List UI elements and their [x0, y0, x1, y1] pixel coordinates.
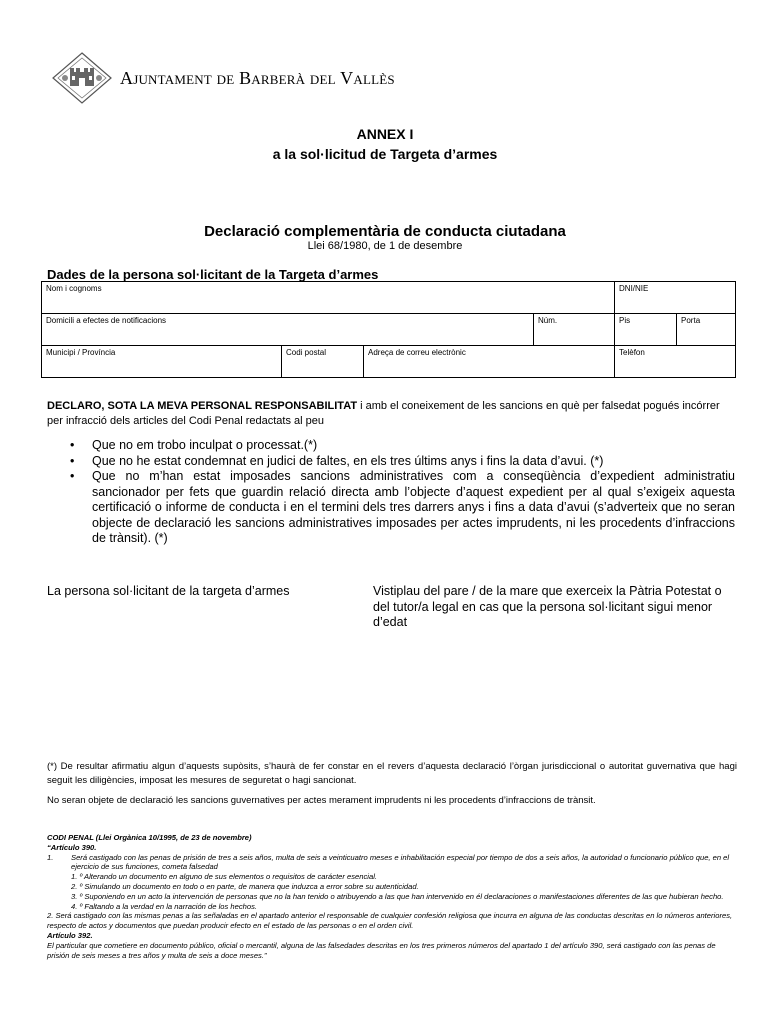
declaration-bullet-list: [70, 438, 735, 547]
floor-field[interactable]: [615, 314, 677, 346]
paragraph-number: 1.: [47, 852, 54, 862]
article-390-item: 1. º Alterando un documento en alguno de sus elementos o requisitos de carácter esencial.: [71, 872, 378, 882]
email-field[interactable]: [364, 346, 615, 378]
field-label: Porta: [681, 316, 701, 325]
guardian-approval-label: Vistiplau del pare / de la mare que exerceix la Pàtria Potestat o del tutor/a legal en cas que la persona sol·licitant sigui menor d’edat: [373, 584, 722, 629]
bullet-icon: •: [70, 453, 75, 468]
address-field[interactable]: [42, 314, 534, 346]
article-392-heading: Artículo 392.: [47, 930, 93, 940]
field-label: Nom i cognoms: [46, 284, 102, 293]
list-item: [70, 469, 735, 547]
applicant-section-title: Dades de la persona sol·licitant de la Targeta d’armes: [47, 267, 379, 282]
annex-subtitle: a la sol·licitud de Targeta d’armes: [272, 146, 498, 162]
article-390-paragraph-2: 2. Será castigado con las mismas penas a las señaladas en el apartado anterior el responsable de cualquier confesión religiosa que incurra en alguna de las conductas descritas en lo números anteriores, respecto de actos y documentos que puedan producir efecto en el estado de las personas o en el orden civil.: [47, 911, 733, 931]
field-label: Codi postal: [286, 348, 327, 357]
applicant-data-form: [41, 281, 736, 378]
form-row: [42, 282, 736, 314]
penal-code-excerpt: [47, 833, 737, 960]
street-number-field[interactable]: [534, 314, 615, 346]
footnote-exclusions: No seran objete de declaració les sancions guvernatives per actes merament imprudents ni les procedents d’infraccions de trànsit.: [47, 795, 596, 806]
list-item: [70, 438, 735, 454]
bullet-icon: •: [70, 469, 75, 483]
postal-code-field[interactable]: [282, 346, 364, 378]
declaration-statement-bold: DECLARO, SOTA LA MEVA PERSONAL RESPONSABILITAT: [47, 400, 358, 412]
municipality-name: [120, 68, 395, 89]
applicant-signature-label: La persona sol·licitant de la targeta d’armes: [47, 584, 290, 598]
article-390-paragraph-1: [47, 853, 737, 873]
field-label: Municipi / Província: [46, 348, 116, 357]
penal-code-heading: CODI PENAL (Llei Orgànica 10/1995, de 23 de novembre): [47, 833, 252, 842]
municipal-coat-of-arms-logo: [52, 52, 112, 104]
field-label: DNI/NIE: [619, 284, 649, 293]
id-number-field[interactable]: [615, 282, 736, 314]
bullet-icon: •: [70, 438, 75, 452]
field-label: Domicili a efectes de notificacions: [46, 316, 167, 325]
door-field[interactable]: [677, 314, 736, 346]
list-item-text: Que no he estat condemnat en judici de faltes, en els tres últims anys i fins la data d’avui. (*): [92, 453, 604, 468]
declaration-title: Declaració complementària de conducta ciutadana: [204, 223, 566, 240]
field-label: Pis: [619, 316, 631, 325]
municipality-name-text: Ajuntament de Barberà del Vallès: [120, 68, 395, 88]
municipality-province-field[interactable]: [42, 346, 282, 378]
declaration-statement: [47, 399, 737, 429]
annex-title: ANNEX I: [356, 126, 414, 142]
declaration-statement-text: i amb el coneixement de les sancions en què per falsedat pogués incórrer per infracció dels articles del Codi Penal redactats al peu: [47, 400, 720, 427]
article-392-text: El particular que cometiere en documento público, oficial o mercantil, alguna de las falsedades descritas en los tres primeros números del apartado 1 del artículo 390, será castigado con las penas de prisión de seis meses a tres años y multa de seis a doce meses.”: [47, 940, 716, 960]
footnote-asterisk: (*) De resultar afirmatiu algun d’aquests supòsits, s’haurà de fer constar en el revers d’aquesta declaració l’òrgan jurisdiccional o autoritat guvernativa que hagi seguit les diligències, imposat les mesures de seguretat o hagi sancionat.: [47, 761, 737, 786]
form-row: [42, 314, 736, 346]
paragraph-text: Será castigado con las penas de prisión de tres a seis años, multa de seis a veinticuatro meses e inhabilitación especial por tiempo de dos a seis años, la autoridad o funcionario público que, en el ejercicio de sus funciones, cometa falsedad: [71, 852, 730, 872]
article-390-item: 4. º Faltando a la verdad en la narración de los hechos.: [71, 901, 257, 911]
article-390-item: 3. º Suponiendo en un acto la intervención de personas que no la han tenido o atribuyendo a las que han intervenido en él declaraciones o manifestaciones diferentes de las que hubieran hecho.: [71, 891, 724, 901]
field-label: Núm.: [538, 316, 558, 325]
phone-field[interactable]: [615, 346, 736, 378]
list-item-text: Que no m’han estat imposades sancions administratives com a conseqüència d’expedient administratiu sancionador per fets que guardin relació directa amb l’objecte d’aquest expedient per al qual s’exigeix aquesta certificació o informe de conducta i en el termini dels tres darrers anys i fins a data d’avui (s’adverteix que no seran objecte de declaració les sancions administratives imposades per actes imprudents, ni les procedents d’infraccions de trànsit). (*): [92, 469, 735, 545]
article-390-item: 2. º Simulando un documento en todo o en parte, de manera que induzca a error sobre su autenticidad.: [71, 881, 419, 891]
field-label: Adreça de correu electrònic: [368, 348, 466, 357]
article-390-heading: “Artículo 390.: [47, 842, 97, 852]
list-item-text: Que no em trobo inculpat o processat.(*): [92, 438, 318, 452]
name-field[interactable]: [42, 282, 615, 314]
list-item: [70, 453, 735, 470]
form-row: [42, 346, 736, 378]
declaration-law: Llei 68/1980, de 1 de desembre: [307, 240, 463, 252]
field-label: Telèfon: [619, 348, 645, 357]
